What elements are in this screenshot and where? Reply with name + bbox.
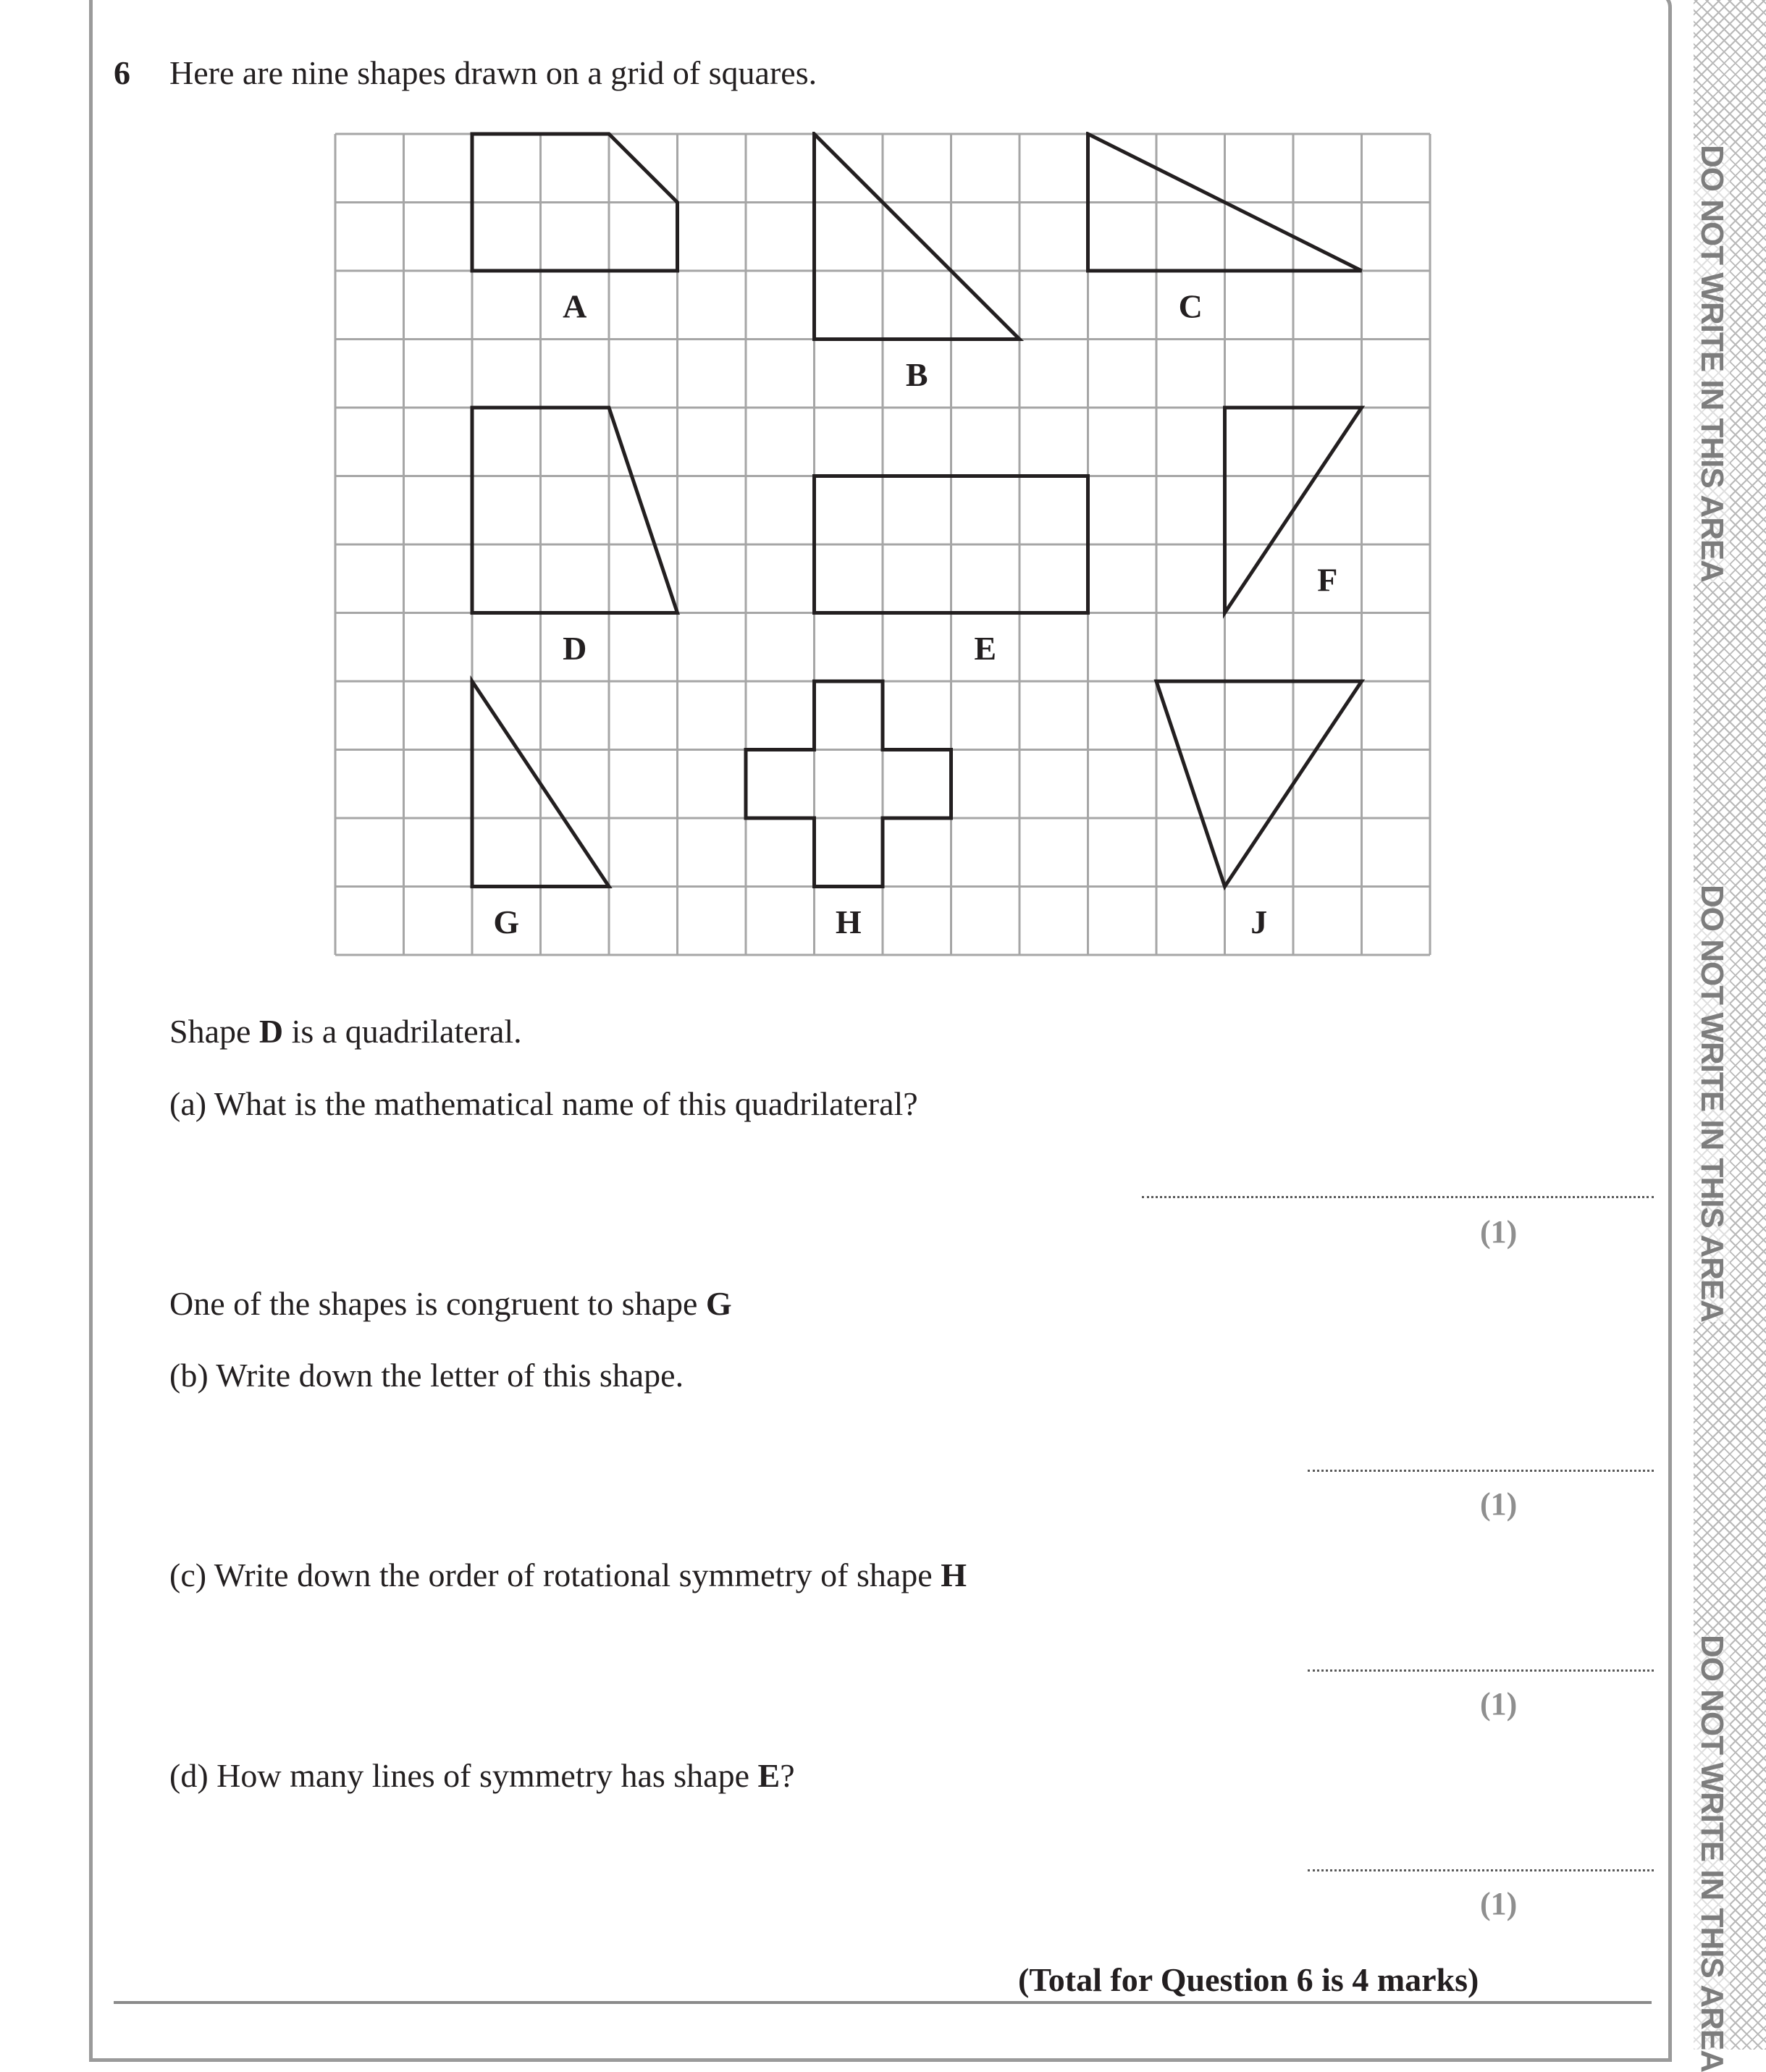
shape-label-d: D xyxy=(563,629,587,667)
statement-congruent-g: One of the shapes is congruent to shape G xyxy=(169,1285,732,1322)
shape-b xyxy=(815,134,1020,340)
question-number: 6 xyxy=(114,54,130,91)
question-total: (Total for Question 6 is 4 marks) xyxy=(1018,1961,1479,1998)
answer-line-b[interactable] xyxy=(1308,1470,1654,1472)
part-c-question: (c) Write down the order of rotational symmetry of shape H xyxy=(169,1557,967,1593)
shape-label-c: C xyxy=(1178,287,1203,325)
margin-warning: DO NOT WRITE IN THIS AREA xyxy=(1694,145,1730,583)
shape-label-g: G xyxy=(493,903,520,940)
answer-line-c[interactable] xyxy=(1308,1669,1654,1672)
mark-c: (1) xyxy=(1480,1686,1518,1722)
shape-d xyxy=(472,408,678,613)
answer-line-d[interactable] xyxy=(1308,1869,1654,1871)
margin-warning: DO NOT WRITE IN THIS AREA xyxy=(1694,1635,1730,2072)
statement-shape-d: Shape D is a quadrilateral. xyxy=(169,1013,522,1050)
question-intro: Here are nine shapes drawn on a grid of squares. xyxy=(169,54,817,91)
bottom-rule xyxy=(114,2001,1652,2004)
shape-label-b: B xyxy=(905,355,928,393)
mark-a: (1) xyxy=(1480,1214,1518,1250)
shape-label-f: F xyxy=(1317,561,1338,599)
part-b-question: (b) Write down the letter of this shape. xyxy=(169,1357,684,1394)
mark-b: (1) xyxy=(1480,1486,1518,1522)
part-a-question: (a) What is the mathematical name of this quadrilateral? xyxy=(169,1085,918,1122)
shape-label-j: J xyxy=(1250,903,1268,940)
margin-warning: DO NOT WRITE IN THIS AREA xyxy=(1694,885,1730,1323)
shape-j xyxy=(1156,681,1362,887)
shape-label-e: E xyxy=(974,629,997,667)
shapes-grid xyxy=(333,132,1438,963)
mark-d: (1) xyxy=(1480,1886,1518,1921)
answer-line-a[interactable] xyxy=(1142,1196,1654,1198)
shape-label-h: H xyxy=(835,903,862,940)
part-d-question: (d) How many lines of symmetry has shape E? xyxy=(169,1757,795,1794)
shape-label-a: A xyxy=(563,287,587,325)
shape-h xyxy=(746,681,951,887)
